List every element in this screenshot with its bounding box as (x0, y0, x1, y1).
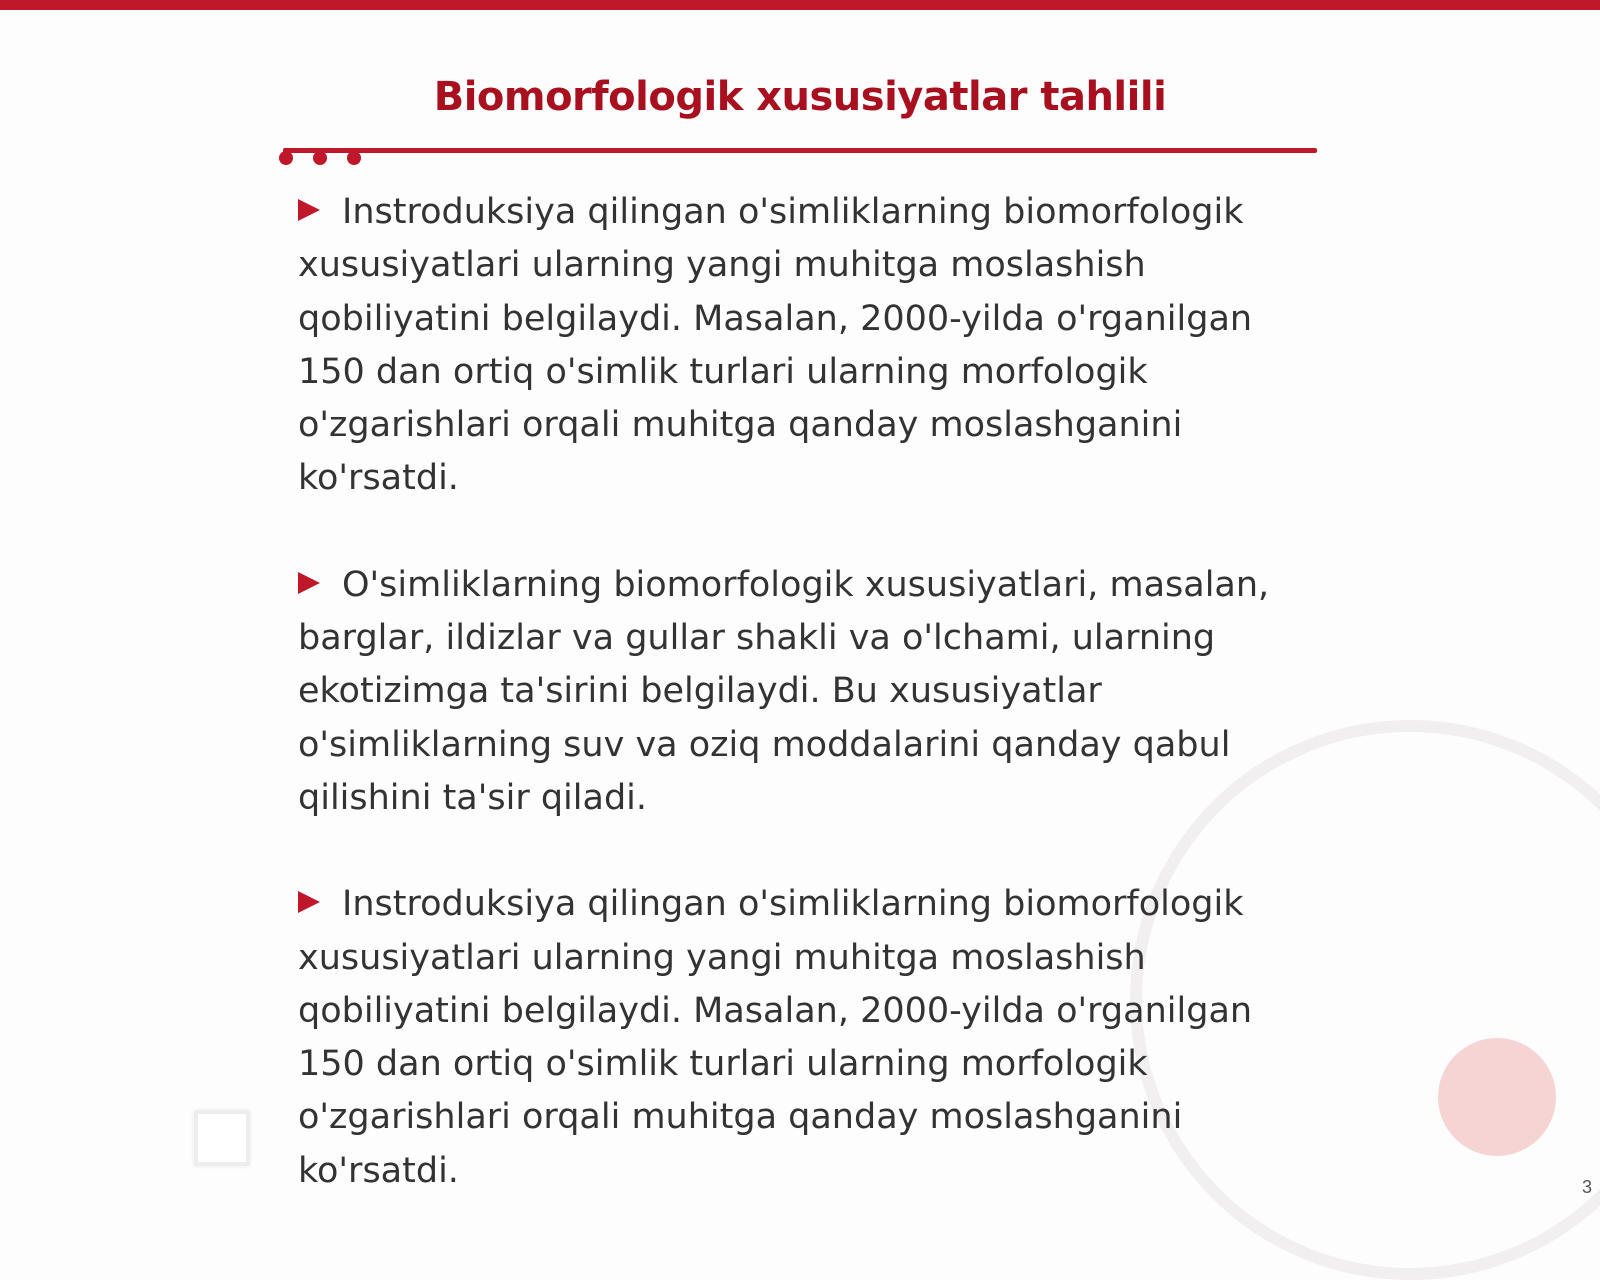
bullet-paragraph (298, 559, 1308, 825)
decorative-dot (347, 151, 361, 165)
triangle-right-icon (298, 199, 320, 221)
paragraph-text: O'simliklarning biomorfologik xususiyatlari, masalan, barglar, ildizlar va gullar shakli va o'lchami, ularning ekotizimga ta'sirini belgilaydi. Bu xususiyatlar o'simliklarning suv va oziq moddalarini qanday qabul qilishini ta'sir qiladi. (298, 564, 1270, 818)
title-underline (283, 148, 1317, 153)
decorative-dot (313, 151, 327, 165)
triangle-right-icon (298, 572, 320, 594)
decorative-dot (279, 151, 293, 165)
paragraph-text: Instroduksiya qilingan o'simliklarning biomorfologik xususiyatlari ularning yangi muhitga moslashish qobiliyatini belgilaydi. Masalan, 2000-yilda o'rganilgan 150 dan ortiq o'simlik turlari ularning morfologik o'zgarishlari orqali muhitga qanday moslashganini ko'rsatdi. (298, 884, 1253, 1191)
slide-body (298, 186, 1308, 1251)
bullet-paragraph (298, 186, 1308, 506)
decorative-pink-circle (1438, 1038, 1556, 1156)
decorative-square (194, 1110, 250, 1166)
triangle-right-icon (298, 891, 320, 913)
bullet-paragraph (298, 878, 1308, 1198)
paragraph-text: Instroduksiya qilingan o'simliklarning biomorfologik xususiyatlari ularning yangi muhitga moslashish qobiliyatini belgilaydi. Masalan, 2000-yilda o'rganilgan 150 dan ortiq o'simlik turlari ularning morfologik o'zgarishlari orqali muhitga qanday moslashganini ko'rsatdi. (298, 192, 1253, 499)
top-accent-bar (0, 0, 1600, 10)
slide-title: Biomorfologik xususiyatlar tahlili (433, 74, 1167, 120)
page-number: 3 (1581, 1177, 1592, 1197)
